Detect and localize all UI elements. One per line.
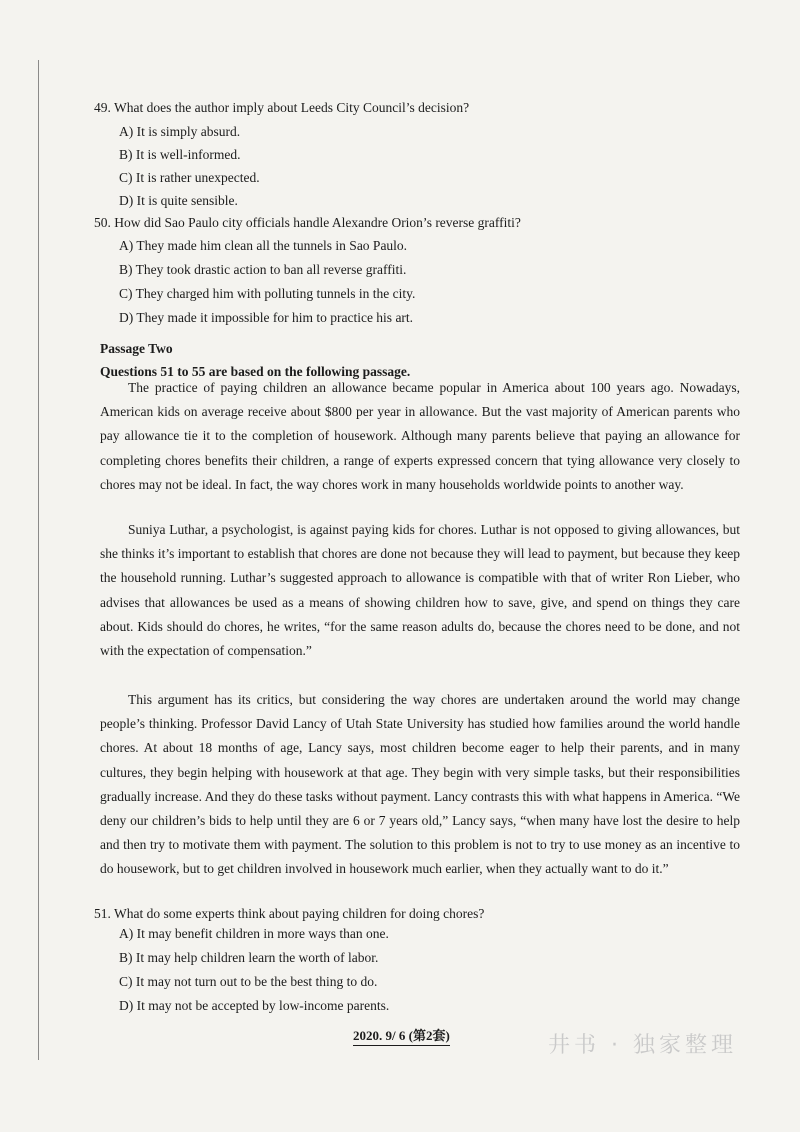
question-49-option-c: C) It is rather unexpected. xyxy=(119,170,260,185)
question-49-option-a: A) It is simply absurd. xyxy=(119,124,241,139)
question-50-option-c: C) They charged him with polluting tunnels in the city. xyxy=(119,286,416,301)
passage-paragraph-3: This argument has its critics, but considering the way chores are undertaken around the world may change people’s thinking. Professor David Lancy of Utah State University has studied how families around the world handle chores. At about 18 months of age, Lancy says, most children become eager to help their parents, and in many cultures, they begin helping with housework at that age. They begin with very simple tasks, but their responsibilities gradually increase. And they do these tasks without payment. Lancy contrasts this with what happens in America. “We deny our children’s bids to help until they are 6 or 7 years old,” Lancy says, “when many have lost the desire to help and then try to motivate them with payment. The solution to this problem is not to try to use money as an incentive to do housework, but to get children involved in housework much earlier, when they actually want to do it.” xyxy=(100,692,740,877)
passage-paragraph-2: Suniya Luthar, a psychologist, is against paying kids for chores. Luthar is not opposed to giving allowances, but she thinks it’s important to establish that chores are done not because they will lead to payment, but because they keep the household running. Luthar’s suggested approach to allowance is compatible with that of writer Ron Lieber, who advises that allowances be used as a means of showing children how to save, give, and spend on things they care about. Kids should do chores, he writes, “for the same reason adults do, because the chores need to be done, and not with the expectation of compensation.” xyxy=(100,522,740,659)
question-51-option-b: B) It may help children learn the worth of labor. xyxy=(119,950,379,965)
question-50-option-b: B) They took drastic action to ban all reverse graffiti. xyxy=(119,262,407,277)
question-51-option-c: C) It may not turn out to be the best thing to do. xyxy=(119,974,378,989)
question-50-option-d: D) They made it impossible for him to practice his art. xyxy=(119,310,414,325)
question-51-option-a: A) It may benefit children in more ways than one. xyxy=(119,926,389,941)
page-footer: 2020. 9/ 6 (第2套) xyxy=(353,1025,450,1046)
question-49-option-b: B) It is well-informed. xyxy=(119,147,241,162)
passage-subheading: Questions 51 to 55 are based on the following passage. xyxy=(100,364,411,379)
binding-line xyxy=(38,60,39,1060)
watermark: 井书 · 独家整理 xyxy=(548,1033,737,1058)
question-50-option-a: A) They made him clean all the tunnels in Sao Paulo. xyxy=(119,238,408,253)
question-51-option-d: D) It may not be accepted by low-income parents. xyxy=(119,998,390,1013)
question-51-stem: 51. What do some experts think about paying children for doing chores? xyxy=(94,906,485,921)
passage-paragraph-1: The practice of paying children an allowance became popular in America about 100 years ago. Nowadays, American kids on average receive about $800 per year in allowance. But the vast majority of American parents who pay allowance tie it to the completion of housework. Although many parents believe that paying an allowance for completing chores benefits their children, a range of experts expressed concern that tying allowance very closely to chores may not be ideal. In fact, the way chores work in many households worldwide points to another way. xyxy=(100,380,740,492)
question-49-option-d: D) It is quite sensible. xyxy=(119,193,238,208)
passage-heading: Passage Two xyxy=(100,341,173,356)
question-50-stem: 50. How did Sao Paulo city officials handle Alexandre Orion’s reverse graffiti? xyxy=(94,215,521,230)
question-49-stem: 49. What does the author imply about Leeds City Council’s decision? xyxy=(94,100,470,115)
